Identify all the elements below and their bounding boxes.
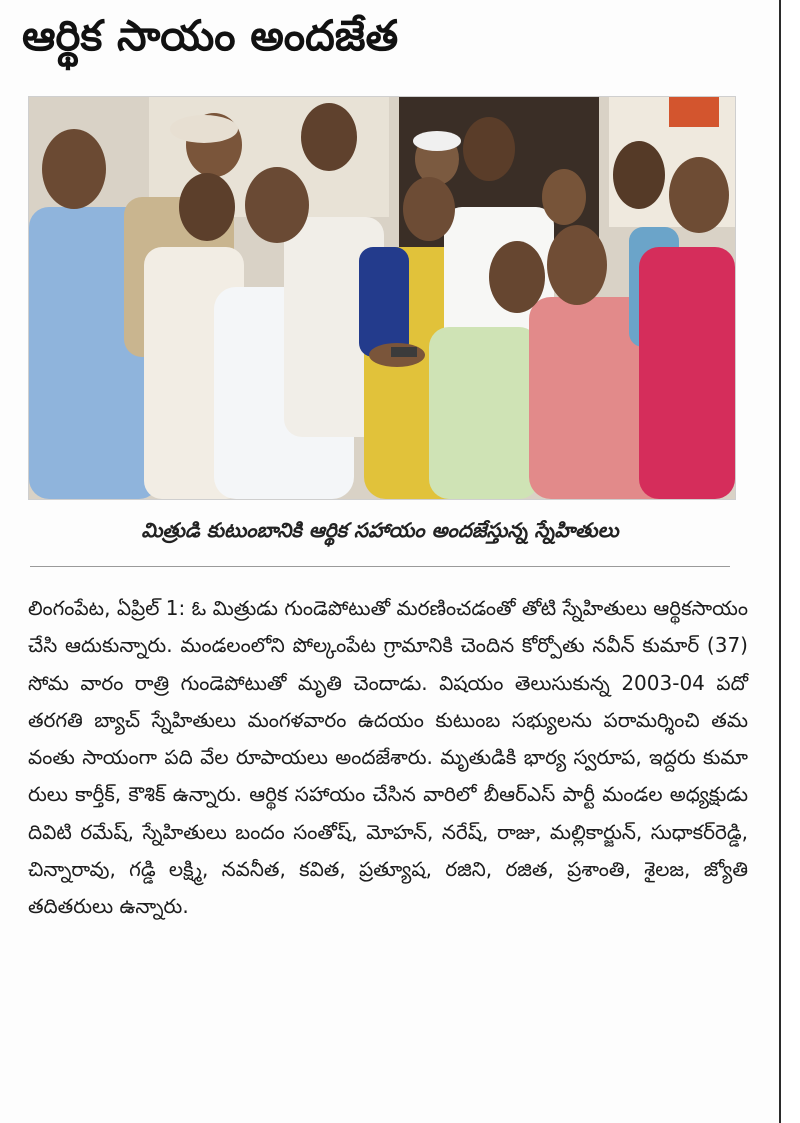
article-body: లింగంపేట, ఏప్రిల్ 1: ఓ మిత్రుడు గుండెపోటుతో మరణించడంతో తోటి స్నేహితులు ఆర్థికసాయం చేసి ఆదుకున్నారు. మండలంలోని పోల్కంపేట గ్రామానికి చెందిన కోర్పోతు నవీన్ కుమార్ (37) సోమ వారం రాత్రి గుండెపోటుతో మృతి చెందాడు. విషయం తెలుసుకున్న 2003-04 పదో తరగతి బ్యాచ్ స్నేహితులు మంగళవారం ఉదయం కుటుంబ సభ్యులను పరామర్శించి తమ వంతు సాయంగా పది వేల రూపాయలు అందజేశారు. మృతుడికి భార్య స్వరూప, ఇద్దరు కుమా రులు కార్తీక్, కౌశిక్ ఉన్నారు. ఆర్థిక సహాయం చేసిన వారిలో బీఆర్ఎస్ పార్టీ మండల అధ్యక్షుడు దివిటి రమేష్, స్నేహితులు బందం సంతోష్, మోహన్, నరేష్, రాజు, మల్లికార్జున్, సుధాకర్‌రెడ్డి, చిన్నారావు, గడ్డి లక్ష్మి, నవనీత, కవిత, ప్రత్యూష, రజిని, రజిత, ప్రశాంతి, శైలజ, జ్యోతి తదితరులు ఉన్నారు. [28, 596, 748, 919]
column-divider [779, 0, 781, 1123]
next-article-cut-text [28, 1116, 588, 1123]
news-photo [28, 96, 736, 500]
photo-caption: మిత్రుడి కుటుంబానికి ఆర్థిక సహాయం అందజేస్తున్న స్నేహితులు [141, 518, 619, 542]
caption-divider [30, 566, 730, 567]
headline: ఆర్థిక సాయం అందజేత [22, 11, 399, 60]
group-photo-illustration [29, 97, 735, 499]
